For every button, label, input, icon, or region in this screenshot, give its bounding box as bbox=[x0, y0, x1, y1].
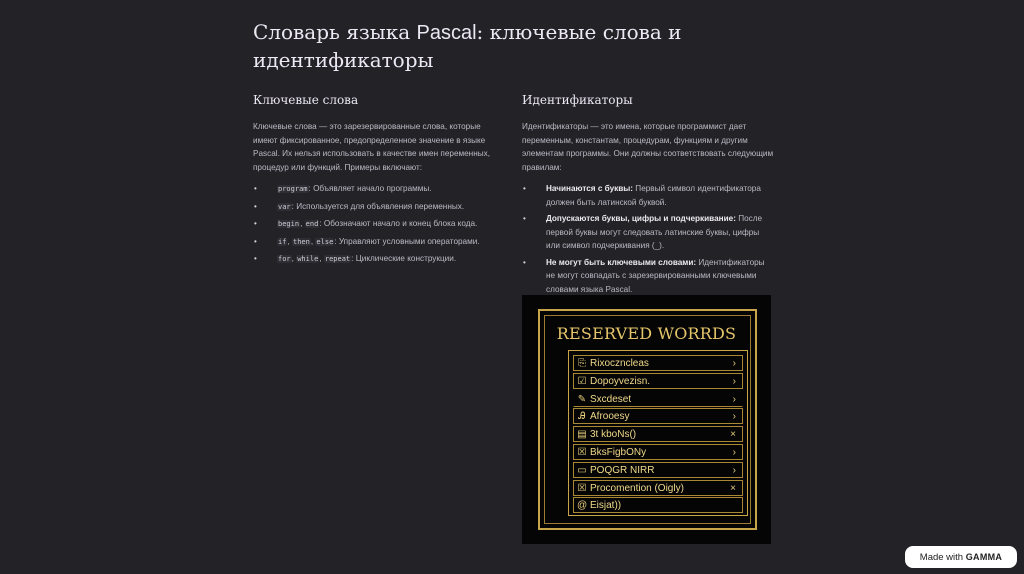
keyword-code: repeat bbox=[324, 255, 351, 263]
at-icon: @ bbox=[577, 500, 588, 512]
badge-prefix: Made with bbox=[919, 552, 966, 563]
reserved-words-image bbox=[522, 295, 771, 544]
keywords-list bbox=[253, 182, 505, 267]
keywords-intro: Ключевые слова — это зарезервированные слова, которые имеют фиксированное, предопределенное значение в языке Pascal. Их нельзя использовать в качестве имен переменных, процедур или функций. Примеры включают: bbox=[253, 122, 490, 172]
keyword-item: • for, while, repeat: Циклические конструкции. bbox=[253, 252, 505, 267]
image-row-text: Rixoczncleas bbox=[590, 358, 649, 369]
title-part1: Словарь языка bbox=[253, 20, 417, 44]
keyword-description: : Объявляет начало программы. bbox=[308, 184, 432, 193]
page-title bbox=[253, 19, 773, 74]
image-row-text: 3t kboNs() bbox=[590, 429, 637, 441]
chevron-right-icon: › bbox=[732, 464, 736, 476]
made-with-gamma-badge[interactable] bbox=[905, 546, 1017, 568]
keyword-code: else bbox=[316, 237, 334, 246]
keyword-code: var bbox=[278, 202, 291, 211]
identifiers-section bbox=[522, 92, 774, 299]
close-mark-icon: × bbox=[730, 482, 736, 494]
keyword-code: begin bbox=[278, 220, 300, 228]
keywords-section bbox=[253, 92, 505, 270]
image-word-list bbox=[568, 350, 748, 516]
image-row bbox=[573, 462, 743, 478]
keyword-code: then bbox=[293, 237, 310, 246]
image-row bbox=[573, 426, 743, 442]
box-x-icon: ☒ bbox=[577, 482, 587, 494]
image-row bbox=[573, 480, 743, 496]
keyword-item: • begin, end: Обозначают начало и конец блока кода. bbox=[253, 217, 505, 232]
script-icon: Ꭿ bbox=[578, 411, 586, 423]
folder-icon: ▭ bbox=[577, 464, 587, 476]
image-title: RESERVED WORRDS bbox=[556, 324, 737, 343]
chevron-right-icon: › bbox=[732, 358, 736, 369]
image-row-text: Procomention (Oigly) bbox=[590, 482, 684, 494]
doc-icon: ⎘ bbox=[578, 358, 586, 369]
identifiers-heading: Идентификаторы bbox=[522, 93, 633, 107]
chevron-right-icon: › bbox=[732, 393, 736, 405]
box-x-icon: ☒ bbox=[577, 447, 587, 458]
image-row bbox=[573, 497, 743, 513]
rule-title: Начинаются с буквы: bbox=[546, 184, 634, 193]
identifier-rule bbox=[522, 212, 774, 253]
image-row-text: BksFigbONy bbox=[590, 447, 647, 458]
image-row-text: POQGR NIRR bbox=[590, 464, 655, 476]
identifiers-intro: Идентификаторы — это имена, которые программист дает переменным, константам, процедурам, функциям и другим элементам программы. Они должны соответствовать следующим правилам: bbox=[522, 122, 774, 172]
keyword-item: • if, then, else: Управляют условными операторами. bbox=[253, 235, 505, 250]
chevron-right-icon: › bbox=[732, 447, 736, 458]
rule-title: Допускаются буквы, цифры и подчеркивание: bbox=[546, 214, 736, 223]
chevron-right-icon: › bbox=[732, 375, 736, 387]
keyword-item bbox=[253, 200, 505, 215]
keyword-description: : Управляют условными операторами. bbox=[334, 236, 480, 246]
image-row-text: Dopoyvezisn. bbox=[590, 375, 651, 387]
keyword-code: program bbox=[278, 185, 308, 193]
keyword-code: for bbox=[278, 255, 291, 263]
image-row-text: Eisjat)) bbox=[590, 500, 622, 512]
image-row bbox=[573, 355, 743, 371]
image-row bbox=[573, 373, 743, 389]
keyword-code: if bbox=[278, 237, 287, 246]
image-row-text: Sxcdeset bbox=[590, 393, 632, 405]
chevron-right-icon: › bbox=[732, 411, 736, 423]
title-part2: : ключевые слова и идентификаторы bbox=[253, 20, 682, 72]
rule-text: Первый символ идентификатора должен быть латинской буквой. bbox=[546, 184, 761, 207]
edit-icon: ✎ bbox=[577, 393, 587, 405]
badge-brand: GAMMA bbox=[965, 552, 1003, 562]
rule-title: Не могут быть ключевыми словами: bbox=[546, 257, 697, 267]
title-accent: Pascal bbox=[416, 22, 477, 44]
identifier-rule bbox=[522, 182, 774, 209]
close-mark-icon: × bbox=[730, 429, 736, 441]
identifiers-rules-list bbox=[522, 182, 774, 296]
identifier-rule bbox=[522, 256, 774, 297]
image-row-text: Afrooesy bbox=[590, 411, 630, 423]
keyword-code: while bbox=[297, 255, 319, 263]
keyword-description: : Обозначают начало и конец блока кода. bbox=[319, 219, 478, 228]
keywords-heading: Ключевые слова bbox=[253, 93, 359, 107]
keyword-description: : Циклические конструкции. bbox=[351, 254, 457, 263]
rule-text: Идентификаторы не могут совпадать с зарезервированными ключевыми словами языка Pascal. bbox=[546, 257, 765, 294]
image-row bbox=[573, 408, 743, 424]
keyword-description: : Используется для объявления переменных. bbox=[291, 201, 465, 211]
image-row bbox=[573, 391, 743, 407]
keyword-code: end bbox=[305, 220, 319, 228]
rule-text: После первой буквы могут следовать латинские буквы, цифры или символ подчеркивания (_). bbox=[546, 214, 763, 250]
image-row bbox=[573, 444, 743, 460]
check-icon: ☑ bbox=[577, 375, 587, 387]
keyword-item bbox=[253, 182, 505, 197]
file-icon: ▤ bbox=[577, 429, 587, 441]
